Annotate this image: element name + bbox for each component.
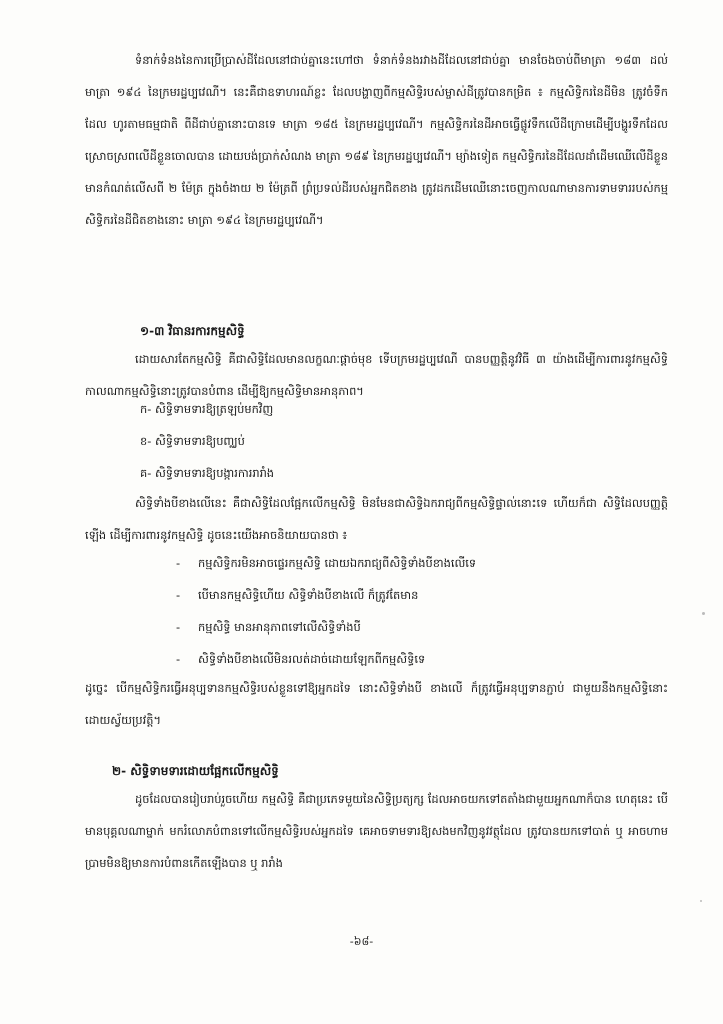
bullet-item: [176, 588, 418, 605]
bullet-text: កម្មសិទ្ធិ មានអានុភាពទៅលើសិទ្ធិទាំងបី: [198, 620, 361, 634]
section-1-3-paragraph-1: ដោយសារតែកម្មសិទ្ធិ គឺជាសិទ្ធិដែលមានលក្ខណៈផ្តាច់មុខ ទើបក្រមរដ្ឋប្បវេណី បានបញ្ញត្តិនូវវិធី ៣ យ៉ាងដើម្បីការពារនូវកម្មសិទ្ធិ កាលណាកម្មសិទ្ធិនោះត្រូវបានបំពាន ដើម្បីឱ្យកម្មសិទ្ធិមានអានុភាព។: [85, 352, 668, 398]
bullet-item: [176, 652, 425, 669]
section-1-3-paragraph-2: សិទ្ធិទាំងបីខាងលើនេះ គឺជាសិទ្ធិដែលផ្អែកលើកម្មសិទ្ធិ មិនមែនជាសិទ្ធិឯករាជ្យពីកម្មសិទ្ធិផ្ទាល់នោះទេ ហើយក៏ជា សិទ្ធិដែលបញ្ញត្តិឡើង ដើម្បីការពារនូវកម្មសិទ្ធិ ដូចនេះយើងអាចនិយាយបានថា ៖: [85, 496, 668, 542]
section-2-heading: ២- សិទ្ធិទាមទារដោយផ្អែកលើកម្មសិទ្ធិ: [112, 764, 279, 778]
list-item-kha: ខ- សិទ្ធិទាមទារឱ្យបញ្ឈប់: [140, 434, 245, 448]
section-1-3-paragraph-3: ដូច្នេះ បើកម្មសិទ្ធិករធ្វើអនុប្បទានកម្មសិទ្ធិរបស់ខ្លួនទៅឱ្យអ្នកដទៃ នោះសិទ្ធិទាំងបី ខាងលើ ក៏ត្រូវធ្វើអនុប្បទានភ្ជាប់ ជាមួយនឹងកម្មសិទ្ធិនោះដោយស្វ័យប្រវត្តិ។: [85, 681, 668, 727]
bullet-text: បើមានកម្មសិទ្ធិហើយ សិទ្ធិទាំងបីខាងលើ ក៏ត្រូវតែមាន: [198, 588, 419, 602]
scan-speck: [700, 900, 702, 902]
page-number: -៦៨-: [349, 935, 374, 948]
section-2-paragraph-1: ដូចដែលបានរៀបរាប់រួចហើយ កម្មសិទ្ធិ គឺជាប្រភេទមួយនៃសិទ្ធិប្រត្យក្ស ដែលអាចយកទៅតតាំងជាមួយអ្នកណាក៏បាន ហេតុនេះ បើមានបុគ្គលណាម្នាក់ មករំលោភបំពានទៅលើកម្មសិទ្ធិរបស់អ្នកដទៃ គេអាចទាមទារឱ្យសងមកវិញនូវវត្ថុដែល ត្រូវបានយកទៅបាត់ ឬ អាចហាមប្រាមមិនឱ្យមានការបំពានកើតឡើងបាន ឬ រារាំង: [85, 792, 668, 870]
bullet-text: កម្មសិទ្ធិករមិនអាចផ្ទេរកម្មសិទ្ធិ ដោយឯករាជ្យពីសិទ្ធិទាំងបីខាងលើទេ: [198, 556, 477, 570]
section-1-3-heading: ១-៣ វិធានរការកម្មសិទ្ធិ: [140, 324, 245, 338]
bullet-item: [176, 620, 361, 637]
list-item-ko: គ- សិទ្ធិទាមទារឱ្យបង្ការការរារាំង: [140, 466, 275, 480]
list-item-ka: ក- សិទ្ធិទាមទារឱ្យត្រឡប់មកវិញ: [140, 402, 274, 416]
dash-icon: -: [176, 620, 181, 634]
dash-icon: -: [176, 652, 181, 666]
intro-paragraph: ទំនាក់ទំនងនៃការប្រើប្រាស់ដីដែលនៅជាប់គ្នានេះហៅថា ទំនាក់ទំនងរវាងដីដែលនៅជាប់គ្នា មានចែងចាប់ពីមាត្រា ១៨៣ ដល់ មាត្រា ១៩៤ នៃក្រមរដ្ឋប្បវេណី។ នេះគឺជាឧទាហរណ៍ខ្លះ ដែលបង្ហាញពីកម្មសិទ្ធិរបស់ម្ចាស់ដីត្រូវបានកម្រិត ៖ កម្មសិទ្ធិករនៃដីមិន ត្រូវចំទឹកដែល ហូរតាមធម្មជាតិ ពីដីជាប់គ្នានោះបានទេ មាត្រា ១៨៥ នៃក្រមរដ្ឋប្បវេណី។ កម្មសិទ្ធិករនៃដីអាចធ្វើផ្លូវទឹកលើដីក្រោមដើម្បីបង្ហូរទឹកដែលស្រោចស្រពលើដីខ្លួនចោលបាន ដោយបង់ប្រាក់សំណង មាត្រា ១៨៩ នៃក្រមរដ្ឋប្បវេណី។ ម្យ៉ាងទៀត កម្មសិទ្ធិករនៃដីដែលដាំដើមឈើលើដីខ្លួនមានកំណត់លើសពី ២ ម៉ែត្រ ក្នុងចំងាយ ២ ម៉ែត្រពី ព្រំប្រទល់ដីរបស់អ្នកជិតខាង ត្រូវដកដើមឈើនោះចេញកាលណាមានការទាមទាររបស់កម្មសិទ្ធិករនៃដីជិតខាងនោះ មាត្រា ១៩៤ នៃក្រមរដ្ឋប្បវេណី។: [85, 53, 668, 227]
dash-icon: -: [176, 588, 181, 602]
bullet-item: [176, 556, 476, 573]
dash-icon: -: [176, 556, 181, 570]
bullet-text: សិទ្ធិទាំងបីខាងលើមិនរលត់ដាច់ដោយឡែកពីកម្មសិទ្ធិទេ: [198, 652, 426, 666]
scan-speck: [702, 612, 705, 615]
